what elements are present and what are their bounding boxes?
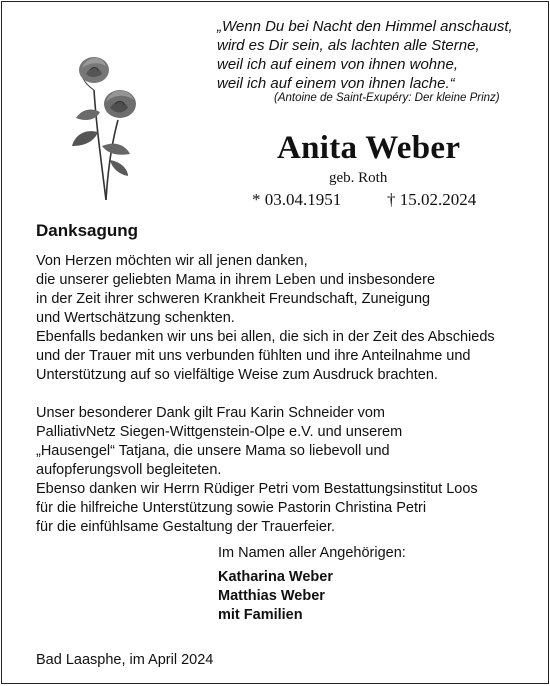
text-line: und der Trauer mit uns verbunden fühlten und ihre Anteilnahme und (36, 348, 471, 364)
signature-intro: Im Namen aller Angehörigen: (218, 545, 406, 561)
text-line: „Hausengel“ Tatjana, die unsere Mama so liebevoll und (36, 443, 390, 459)
place-date: Bad Laasphe, im April 2024 (36, 652, 214, 668)
quote (217, 17, 537, 93)
signatory-name: mit Familien (218, 607, 303, 623)
quote-source: (Antoine de Saint-Exupéry: Der kleine Prinz) (274, 92, 500, 104)
quote-line: wird es Dir sein, als lachten alle Sterne, (217, 37, 480, 54)
text-line: die unserer geliebten Mama in ihrem Leben und insbesondere (36, 272, 436, 288)
text-line: für die hilfreiche Unterstützung sowie Pastorin Christina Petri (36, 500, 427, 516)
text-line: Ebenfalls bedanken wir uns bei allen, die sich in der Zeit des Abschieds (36, 329, 495, 345)
text-line: PalliativNetz Siegen-Wittgenstein-Olpe e.V. und unserem (36, 424, 403, 440)
signatory-name: Katharina Weber (218, 569, 333, 585)
rose-icon (60, 42, 140, 202)
thanks-text (36, 252, 536, 537)
quote-line: weil ich auf einem von ihnen wohne, (217, 56, 458, 73)
birth-date: * 03.04.1951 (252, 190, 342, 209)
text-line: Von Herzen möchten wir all jenen danken, (36, 253, 308, 269)
text-line: und Wertschätzung schenkten. (36, 310, 235, 326)
section-heading: Danksagung (36, 221, 139, 240)
text-line: in der Zeit ihrer schweren Krankheit Freundschaft, Zuneigung (36, 291, 431, 307)
text-line: aufopferungsvoll begleiteten. (36, 462, 222, 478)
deceased-name: Anita Weber (277, 130, 461, 166)
signatory-name: Matthias Weber (218, 588, 325, 604)
obituary-card (1, 1, 549, 684)
maiden-name: geb. Roth (329, 170, 388, 186)
signature-block (218, 544, 406, 625)
blank-line (36, 385, 536, 404)
quote-line: weil ich auf einem von ihnen lache.“ (217, 75, 455, 92)
death-date: † 15.02.2024 (387, 190, 477, 209)
text-line: Unterstützung auf so vielfältige Weise zum Ausdruck brachten. (36, 367, 438, 383)
text-line: für die einfühlsame Gestaltung der Trauerfeier. (36, 519, 336, 535)
text-line: Unser besonderer Dank gilt Frau Karin Schneider vom (36, 405, 385, 421)
quote-line: „Wenn Du bei Nacht den Himmel anschaust, (217, 18, 513, 35)
text-line: Ebenso danken wir Herrn Rüdiger Petri vom Bestattungsinstitut Loos (36, 481, 478, 497)
